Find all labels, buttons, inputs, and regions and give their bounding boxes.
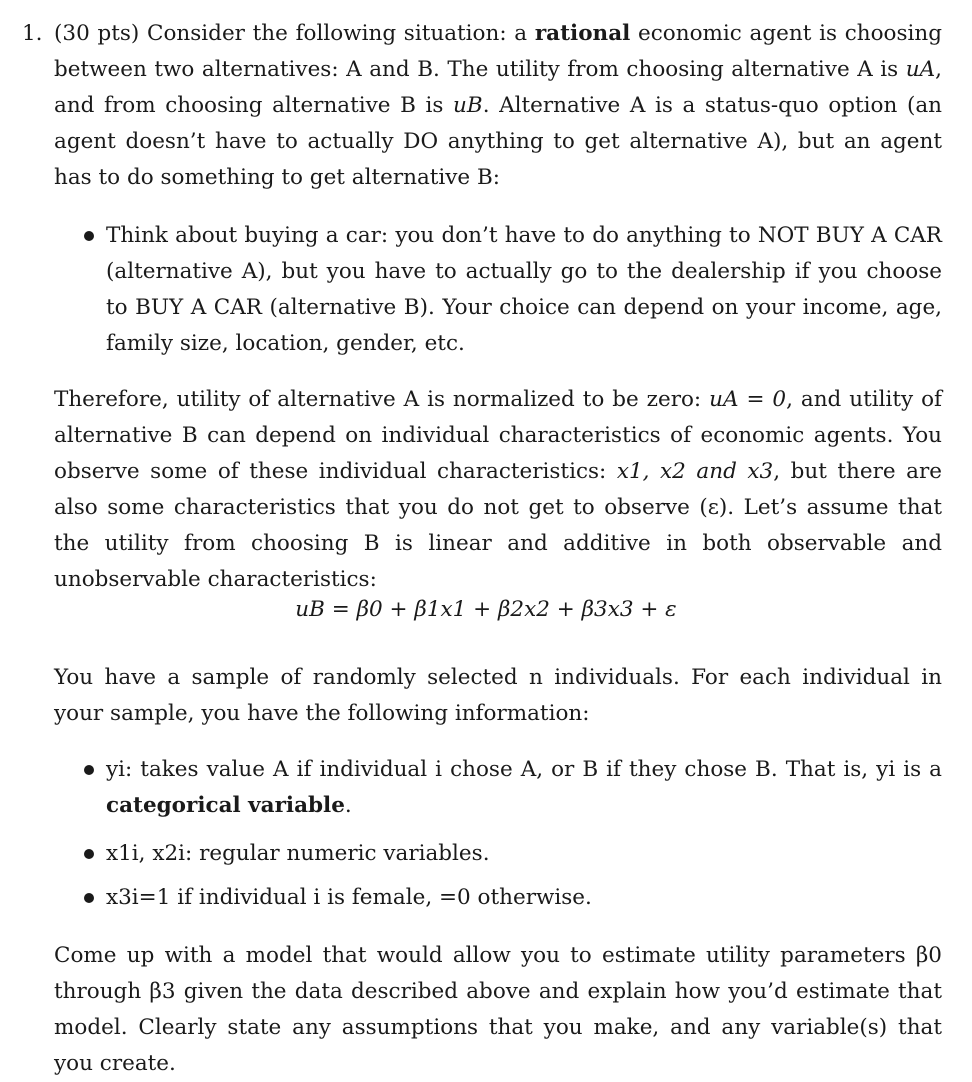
bullet-icon — [84, 893, 94, 903]
intro-paragraph: (30 pts) Consider the following situation: a rational economic agent is choosing between two alternatives: A and B. The utility from choosing alternative A is uA, and from choosing alternative B is uB. Alternative A is a status-quo option (an agent doesn’t have to actually DO anything to get alternative A), but an agent has to do something to get alternative B: — [54, 21, 943, 190]
bullet-y-variable: yi: takes value A if individual i chose A, or B if they chose B. That is, yi is a categorical variable. — [106, 757, 942, 818]
sample-paragraph: You have a sample of randomly selected n individuals. For each individual in your sample, you have the following information: — [54, 665, 942, 726]
question-number: 1. — [22, 21, 43, 46]
bullet-icon — [84, 231, 94, 241]
bullet-car-example: Think about buying a car: you don’t have to do anything to NOT BUY A CAR (alternative A), but you have to actually go to the dealership if you choose to BUY A CAR (alternative B). Your choice can depend on your income, age, family size, location, gender, etc. — [106, 223, 942, 356]
ua-zero-equation: uA = 0 — [709, 387, 787, 412]
observed-variables: x1, x2 and x3 — [616, 459, 774, 484]
bullet-icon — [84, 849, 94, 859]
bullet-x3: x3i=1 if individual i is female, =0 otherwise. — [106, 885, 592, 910]
bullet-x1-x2: x1i, x2i: regular numeric variables. — [106, 841, 490, 866]
utility-equation: uB = β0 + β1x1 + β2x2 + β3x3 + ε — [295, 597, 677, 622]
ub-symbol: uB — [453, 93, 483, 118]
points-label: (30 pts) — [54, 21, 140, 46]
ua-symbol: uA — [905, 57, 936, 82]
bullet-icon — [84, 765, 94, 775]
categorical-emphasis: categorical variable — [106, 793, 345, 818]
task-paragraph: Come up with a model that would allow you to estimate utility parameters β0 through β3 given the data described above and explain how you’d estimate that model. Clearly state any assumptions that you make, and any variable(s) that you create. — [54, 943, 942, 1076]
normalization-paragraph: Therefore, utility of alternative A is normalized to be zero: uA = 0, and utility of alternative B can depend on individual characteristics of economic agents. You observe some of these individual characteristics: x1, x2 and x3, but there are also some characteristics that you do not get to observe (ε). Let’s assume that the utility from choosing B is linear and additive in both observable and unobservable characteristics: — [54, 387, 942, 592]
rational-emphasis: rational — [534, 21, 631, 46]
